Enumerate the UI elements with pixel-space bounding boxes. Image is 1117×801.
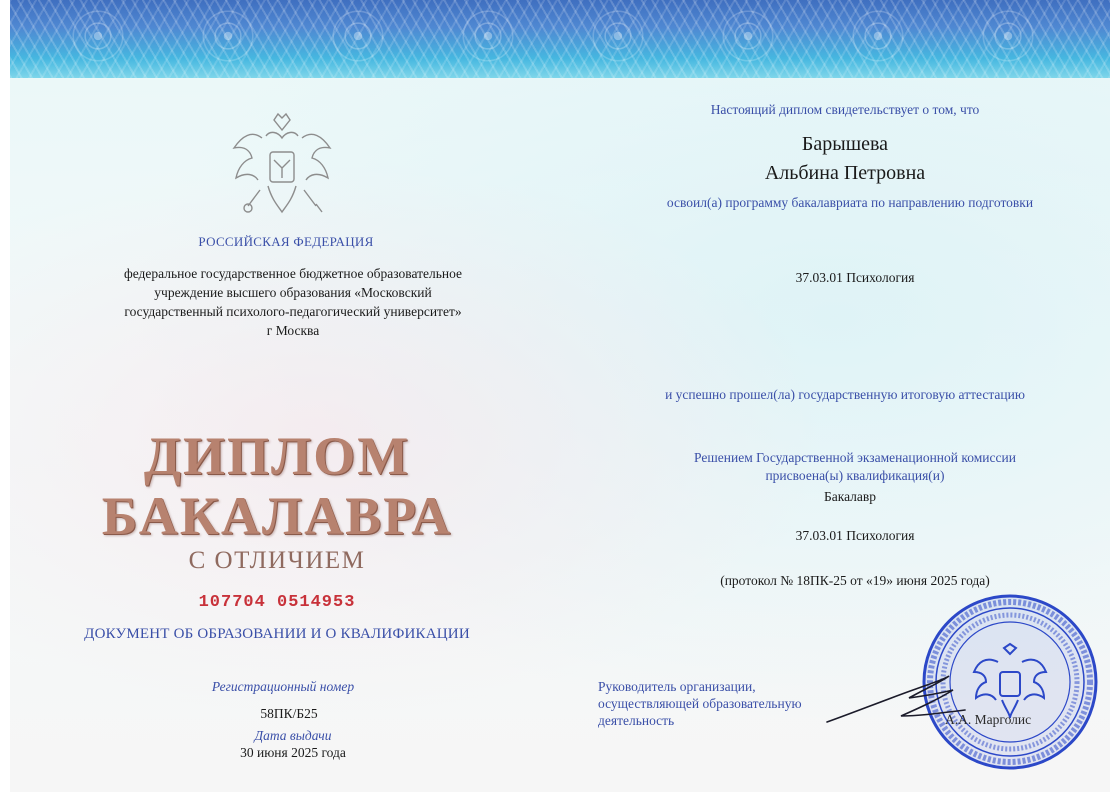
graduate-surname: Барышева — [801, 133, 889, 155]
graduate-given-names: Альбина Петровна — [764, 162, 926, 184]
rosette-pattern — [850, 8, 906, 64]
diploma-document — [10, 0, 1110, 792]
registration-number: 58ПК/Б25 — [260, 706, 318, 721]
issue-date-label: Дата выдачи — [254, 728, 332, 743]
specialty-code: 37.03.01 Психология — [795, 270, 915, 285]
program-statement: освоил(а) программу бакалавриата по направлению подготовки — [666, 195, 1034, 210]
decision-line: Решением Государственной экзаменационной комиссии — [694, 450, 1016, 465]
signatory-name: А.А. Марголис — [945, 712, 1032, 727]
rosette-pattern — [460, 8, 516, 64]
country-label: РОССИЙСКАЯ ФЕДЕРАЦИЯ — [198, 234, 374, 249]
protocol-reference: (протокол № 18ПК-25 от «19» июня 2025 года) — [720, 573, 990, 588]
serial-number: 107704 0514953 — [198, 593, 356, 612]
head-line: осуществляющей образовательную — [598, 696, 802, 711]
head-of-organization-label — [598, 678, 802, 729]
decorative-top-band — [10, 0, 1110, 78]
institution-line: государственный психолого-педагогический университет» — [124, 304, 462, 319]
attestation-statement: и успешно прошел(ла) государственную итоговую аттестацию — [665, 387, 1025, 402]
issue-date: 30 июня 2025 года — [240, 745, 346, 760]
diploma-title: ДИПЛОМ — [143, 426, 411, 486]
head-line: деятельность — [598, 713, 675, 728]
rosette-pattern — [330, 8, 386, 64]
rosette-pattern — [590, 8, 646, 64]
rosette-pattern — [980, 8, 1036, 64]
coat-of-arms-icon — [222, 108, 342, 228]
decision-line: присвоена(ы) квалификация(и) — [765, 468, 945, 483]
diploma-honors: С ОТЛИЧИЕМ — [188, 547, 366, 574]
commission-decision — [694, 449, 1016, 485]
intro-text: Настоящий диплом свидетельствует о том, что — [710, 102, 980, 117]
signature-icon — [825, 660, 975, 740]
institution-city: г Москва — [266, 323, 320, 338]
diploma-degree: БАКАЛАВРА — [101, 486, 453, 546]
registration-label: Регистрационный номер — [211, 679, 355, 694]
rosette-pattern — [70, 8, 126, 64]
rosette-pattern — [200, 8, 256, 64]
institution-line: федеральное государственное бюджетное образовательное — [123, 266, 463, 281]
institution-name — [124, 264, 462, 340]
qualification-specialty: 37.03.01 Психология — [795, 528, 915, 543]
document-type: ДОКУМЕНТ ОБ ОБРАЗОВАНИИ И О КВАЛИФИКАЦИИ — [84, 626, 470, 642]
qualification: Бакалавр — [823, 489, 877, 504]
head-line: Руководитель организации, — [598, 679, 756, 694]
institution-line: учреждение высшего образования «Московский — [154, 285, 432, 300]
rosette-pattern — [720, 8, 776, 64]
